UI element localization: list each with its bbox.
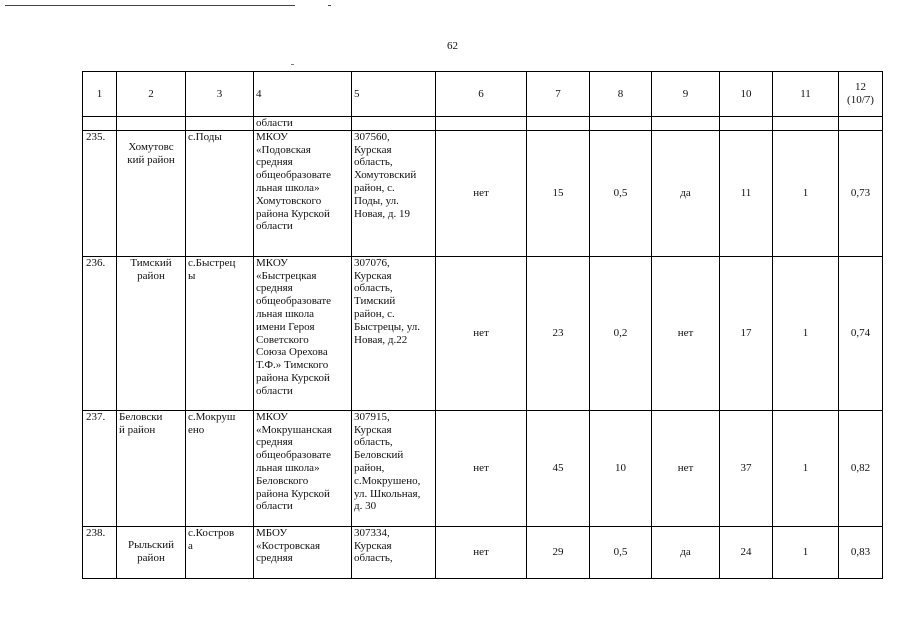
row-number: 235. (83, 130, 117, 256)
header-cell-9: 9 (652, 72, 720, 117)
district-cell: Беловски й район (117, 410, 186, 526)
col12-cell: 0,74 (839, 256, 883, 410)
col6-cell: нет (436, 130, 527, 256)
col9-cell: да (652, 130, 720, 256)
col9-cell: нет (652, 410, 720, 526)
schools-table (82, 71, 883, 579)
col10-cell: 17 (720, 256, 773, 410)
header-cell-12: 12 (10/7) (839, 72, 883, 117)
district-cell: Хомутовс кий район (117, 130, 186, 256)
col6-cell: нет (436, 256, 527, 410)
top-rule-right (328, 5, 331, 6)
table-row (83, 130, 883, 256)
top-rule-left (5, 5, 295, 6)
col6-cell: нет (436, 410, 527, 526)
col9-cell: да (652, 526, 720, 578)
header-cell-4: 4 (254, 72, 352, 117)
col7-cell: 23 (527, 256, 590, 410)
table-row (83, 526, 883, 578)
header-cell-7: 7 (527, 72, 590, 117)
col9-cell: нет (652, 256, 720, 410)
col7-cell: 15 (527, 130, 590, 256)
district-cell: Рыльский район (117, 526, 186, 578)
table-row (83, 410, 883, 526)
header-cell-11: 11 (773, 72, 839, 117)
village-cell: с.Быстрец ы (186, 256, 254, 410)
page-number: 62 (447, 40, 458, 52)
village-cell: с.Мокруш ено (186, 410, 254, 526)
col7-cell: 45 (527, 410, 590, 526)
col11-cell: 1 (773, 410, 839, 526)
row-number: 237. (83, 410, 117, 526)
col6-cell: нет (436, 526, 527, 578)
continuation-row (83, 117, 883, 131)
address-cell: 307560, Курская область, Хомутовский район, с. Поды, ул. Новая, д. 19 (352, 130, 436, 256)
col11-cell: 1 (773, 130, 839, 256)
header-cell-5: 5 (352, 72, 436, 117)
school-cell: МКОУ «Мокрушанская средняя общеобразовате льная школа» Беловского района Курской области (254, 410, 352, 526)
village-cell: с.Поды (186, 130, 254, 256)
table-row (83, 256, 883, 410)
address-cell: 307076, Курская область, Тимский район, с. Быстрецы, ул. Новая, д.22 (352, 256, 436, 410)
village-cell: с.Костров а (186, 526, 254, 578)
school-cell: МКОУ «Подовская средняя общеобразовате льная школа» Хомутовского района Курской области (254, 130, 352, 256)
header-cell-10: 10 (720, 72, 773, 117)
col11-cell: 1 (773, 526, 839, 578)
header-cell-2: 2 (117, 72, 186, 117)
row-number: 236. (83, 256, 117, 410)
col10-cell: 11 (720, 130, 773, 256)
school-cell: МБОУ «Костровская средняя (254, 526, 352, 578)
header-cell-8: 8 (590, 72, 652, 117)
district-cell: Тимский район (117, 256, 186, 410)
scan-dot (291, 64, 294, 65)
col8-cell: 0,2 (590, 256, 652, 410)
header-cell-3: 3 (186, 72, 254, 117)
col7-cell: 29 (527, 526, 590, 578)
col12-cell: 0,83 (839, 526, 883, 578)
address-cell: 307915, Курская область, Беловский район, с.Мокрушено, ул. Школьная, д. 30 (352, 410, 436, 526)
col8-cell: 10 (590, 410, 652, 526)
header-cell-1: 1 (83, 72, 117, 117)
continuation-text: области (254, 117, 352, 131)
col10-cell: 37 (720, 410, 773, 526)
header-row (83, 72, 883, 117)
row-number: 238. (83, 526, 117, 578)
col8-cell: 0,5 (590, 526, 652, 578)
col11-cell: 1 (773, 256, 839, 410)
col12-cell: 0,82 (839, 410, 883, 526)
col10-cell: 24 (720, 526, 773, 578)
address-cell: 307334, Курская область, (352, 526, 436, 578)
col12-cell: 0,73 (839, 130, 883, 256)
school-cell: МКОУ «Быстрецкая средняя общеобразовате льная школа имени Героя Советского Союза Орехова Т.Ф.» Тимского района Курской области (254, 256, 352, 410)
header-cell-6: 6 (436, 72, 527, 117)
col8-cell: 0,5 (590, 130, 652, 256)
